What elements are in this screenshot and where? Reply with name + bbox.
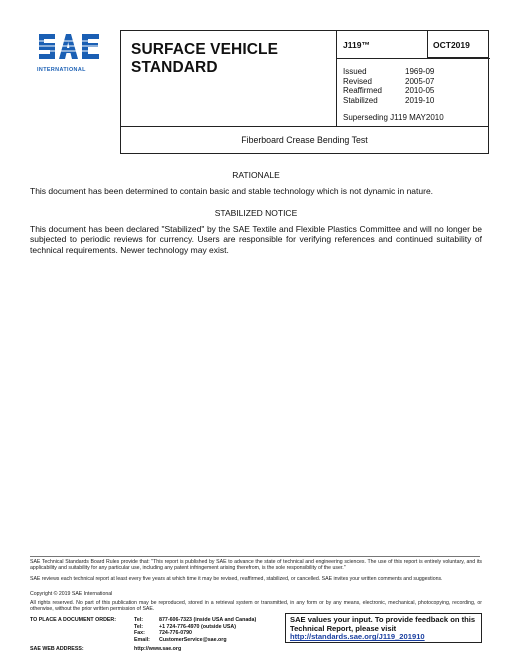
web-address-link[interactable]: http://www.sae.org xyxy=(134,646,182,652)
superseding-note: Superseding J119 MAY2010 xyxy=(343,113,444,122)
rationale-heading: RATIONALE xyxy=(232,170,280,180)
document-header xyxy=(120,30,489,127)
sae-logo-mark-icon xyxy=(37,30,101,66)
history-row xyxy=(343,77,434,87)
stabilized-text: This document has been declared "Stabilized" by the SAE Textile and Flexible Plastics Committee and will no longer be subjected to periodic reviews for currency. Users are responsible for verifying references and continued suitability of technical requirements. Newer technology may exist. xyxy=(30,224,482,255)
feedback-box xyxy=(285,613,482,643)
history-value: 2005-07 xyxy=(405,76,435,86)
contact-value: 724-776-0790 xyxy=(159,630,192,636)
feedback-link[interactable]: http://standards.sae.org/J119_201910 xyxy=(290,632,425,642)
web-address-label: SAE WEB ADDRESS: xyxy=(30,646,84,652)
contact-value: 877-606-7323 (inside USA and Canada) xyxy=(159,617,257,623)
document-type xyxy=(121,31,337,126)
history-label: Reaffirmed xyxy=(343,86,382,96)
contact-key: Fax: xyxy=(134,630,145,636)
history-label: Issued xyxy=(343,67,367,76)
history-row xyxy=(343,67,434,77)
history-value: 1969-09 xyxy=(405,67,435,76)
document-type-line2: STANDARD xyxy=(131,59,218,76)
rationale-text: This document has been determined to contain basic and stable technology which is not dynamic in nature. xyxy=(30,186,434,196)
contact-key: Email: xyxy=(134,636,150,643)
history-label: Revised xyxy=(343,76,372,86)
document-date-cell xyxy=(427,31,489,58)
history-value: 2019-10 xyxy=(405,95,435,105)
logo-subtitle: INTERNATIONAL xyxy=(37,67,86,73)
contact-key: Tel: xyxy=(134,617,144,623)
document-type-line1: SURFACE VEHICLE xyxy=(131,41,279,58)
footer-rights: All rights reserved. No part of this publication may be reproduced, stored in a retrieval system or transmitted, in any form or by any means, electronic, mechanical, photocopying, recording, or otherwise, without the prior written permission of SAE. xyxy=(30,600,482,613)
contact-value: +1 724-776-4970 (outside USA) xyxy=(159,623,236,630)
history-row xyxy=(343,96,434,106)
history-row xyxy=(343,86,434,96)
document-title: Fiberboard Crease Bending Test xyxy=(120,127,489,154)
footer-review-notice: SAE reviews each technical report at least every five years at which time it may be revised, reaffirmed, stabilized, or cancelled. SAE invites your written comments and suggestions. xyxy=(30,576,443,582)
footer-divider xyxy=(30,556,480,557)
history-value: 2010-05 xyxy=(405,86,435,96)
revision-history xyxy=(343,67,434,105)
contact-email[interactable]: CustomerService@sae.org xyxy=(159,636,227,643)
header-divider xyxy=(337,58,490,59)
sae-logo xyxy=(37,30,105,73)
footer-copyright: Copyright © 2019 SAE International xyxy=(30,591,113,597)
order-label: TO PLACE A DOCUMENT ORDER: xyxy=(30,617,117,623)
stabilized-heading: STABILIZED NOTICE xyxy=(214,208,298,218)
footer-policy: SAE Technical Standards Board Rules provide that: "This report is published by SAE to advance the state of technical and engineering sciences. The use of this report is entirely voluntary, and its applicability and suitability for any particular use, including any patent infringement arising therefrom, is the sole responsibility of the user." xyxy=(30,559,482,572)
document-date: OCT2019 xyxy=(433,40,470,50)
document-number: J119™ xyxy=(343,40,370,50)
history-label: Stabilized xyxy=(343,95,378,105)
feedback-text: SAE values your input. To provide feedback on this Technical Report, please visit xyxy=(290,615,476,633)
contact-key: Tel: xyxy=(134,623,144,630)
